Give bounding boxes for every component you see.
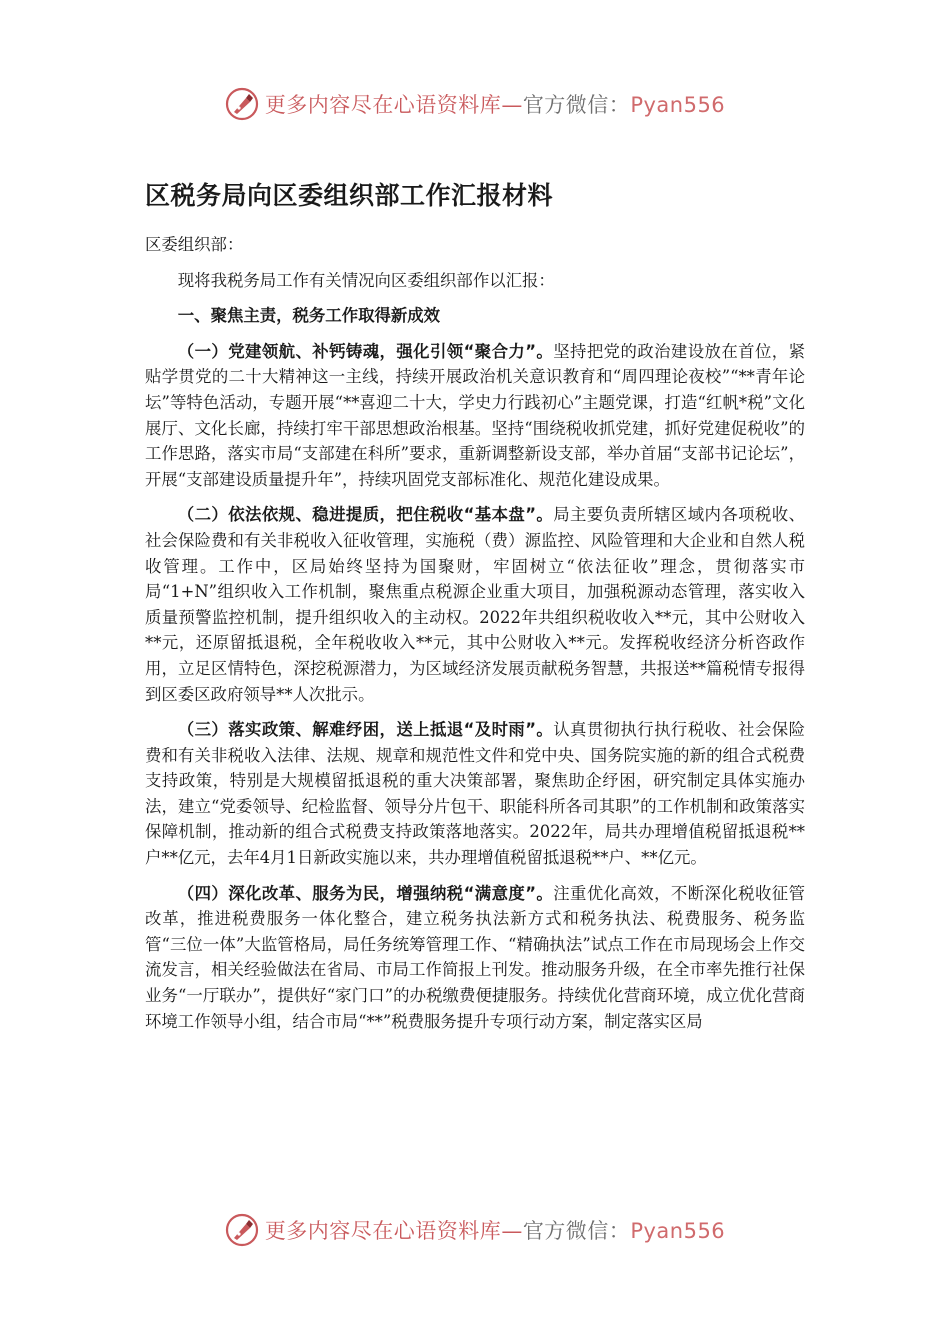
paragraph-body: 局主要负责所辖区域内各项税收、社会保险费和有关非税收入征收管理，实施税（费）源监控、风险管理和大企业和自然人税收管理。工作中，区局始终坚持为国聚财，牢固树立“依法征收”理念，贯彻落实市局“1+N”组织收入工作机制，聚焦重点税源企业重大项目，加强税源动态管理，落实收入质量预警监控机制，提升组织收入的主动权。2022年共组织税收收入**元，其中公财收入**元，还原留抵退税，全年税收收入**元，其中公财收入**元。发挥税收经济分析咨政作用，立足区情特色，深挖税源潜力，为区域经济发展贡献税务智慧，共报送**篇税情专报得到区委区政府领导**人次批示。 [145,505,806,704]
paragraph-lead: （四）深化改革、服务为民，增强纳税“满意度”。 [177,883,554,903]
paragraph-2 [145,502,805,707]
watermark-header [0,84,950,124]
paragraph-body: 坚持把党的政治建设放在首位，紧贴学贯党的二十大精神这一主线，持续开展政治机关意识教育和“周四理论夜校”“**青年论坛”等特色活动，专题开展“**喜迎二十大，学史力行践初心”主题党课，打造“红帆*税”文化展厅、文化长廊，持续打牢干部思想政治根基。坚持“围绕税收抓党建，抓好党建促税收”的工作思路，落实市局“支部建在科所”要求，重新调整新设支部，举办首届“支部书记论坛”，开展“支部建设质量提升年”，持续巩固党支部标准化、规范化建设成果。 [145,341,806,489]
paragraph-body: 注重优化高效，不断深化税收征管改革，推进税费服务一体化整合，建立税务执法新方式和税务执法、税费服务、税务监管“三位一体”大监管格局，局任务统筹管理工作、“精确执法”试点工作在市局现场会上作交流发言，相关经验做法在省局、市局工作简报上刊发。推动服务升级，在全市率先推行社保业务“一厅联办”，提供好“家门口”的办税缴费便捷服务。持续优化营商环境，成立优化营商环境工作领导小组，结合市局“**”税费服务提升专项行动方案，制定落实区局 [145,883,806,1031]
paragraph-lead: （三）落实政策、解难纾困，送上抵退“及时雨”。 [177,720,554,740]
pen-nib-logo-icon [225,87,259,121]
addressee: 区委组织部： [145,235,244,254]
pen-nib-logo-icon [225,1213,259,1247]
intro-paragraph: 现将我税务局工作有关情况向区委组织部作以汇报： [177,270,555,290]
document-body [145,232,805,1044]
paragraph-3 [145,717,805,871]
paragraph-lead: （二）依法依规、稳进提质，把住税收“基本盘”。 [177,505,554,525]
paragraph-1 [145,339,805,493]
paragraph-lead: （一）党建领航、补钙铸魂，强化引领“聚合力”。 [177,341,554,361]
section-heading: 一、聚焦主责，税务工作取得新成效 [177,306,441,326]
watermark-text: 更多内容尽在心语资料库—官方微信：Pyan556 [264,93,726,117]
page-title: 区税务局向区委组织部工作汇报材料 [145,181,554,210]
watermark-footer [0,1210,950,1250]
watermark-text: 更多内容尽在心语资料库—官方微信：Pyan556 [264,1219,726,1243]
paragraph-4 [145,881,805,1035]
paragraph-body: 认真贯彻执行执行税收、社会保险费和有关非税收入法律、法规、规章和规范性文件和党中央、国务院实施的新的组合式税费支持政策，特别是大规模留抵退税的重大决策部署，聚焦助企纾困，研究制定具体实施办法，建立“党委领导、纪检监督、领导分片包干、职能科所各司其职”的工作机制和政策落实保障机制，推动新的组合式税费支持政策落地落实。2022年，局共办理增值税留抵退税**户**亿元，去年4月1日新政实施以来，共办理增值税留抵退税**户、**亿元。 [145,720,806,868]
